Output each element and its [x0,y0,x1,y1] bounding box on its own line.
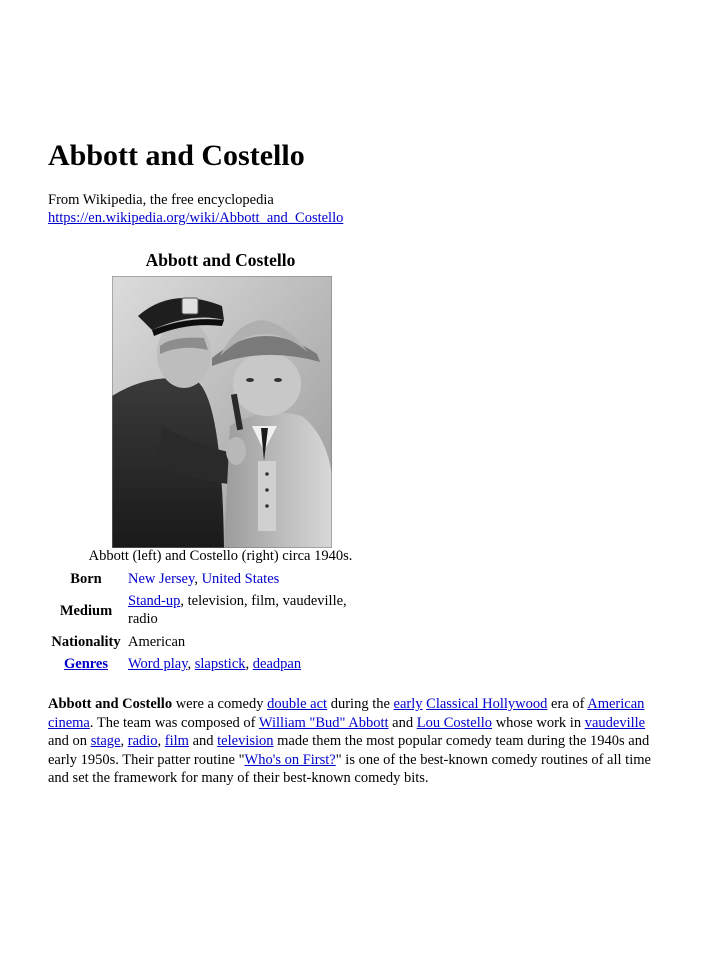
medium-line-2: radio [128,611,158,627]
born-place-link-1[interactable]: New Jersey [128,571,195,587]
link-vaudeville[interactable]: vaudeville [584,714,646,731]
link-early[interactable]: early [393,696,423,712]
text-run: during the [327,696,394,712]
infobox-title: Abbott and Costello [145,250,296,270]
infobox-row-medium [48,592,393,632]
medium-text-1: , television, film, vaudeville, [180,593,347,609]
link-television[interactable]: television [217,733,274,750]
text-run: and [388,714,417,731]
intro-paragraph [48,695,668,788]
link-whos-on-first[interactable]: Who's on First? [244,751,336,768]
text-run: whose work in [492,714,585,731]
text-run: " is one of the best-known comedy routines of all time and set the framework for many of their best-known comedy bits. [48,751,651,787]
link-bud-abbott[interactable]: William "Bud" Abbott [258,714,389,731]
medium-label: Medium [59,603,113,619]
text-run: and on [48,733,91,750]
nationality-label: Nationality [51,634,121,650]
text-run: era of [547,696,588,712]
born-place-link-2[interactable]: United States [201,571,280,587]
link-american-cinema[interactable]: American cinema [48,696,645,731]
genres-label-link[interactable]: Genres [63,656,109,672]
infobox [48,248,393,672]
text-run: made them the most popular comedy team during the 1940s and early 1950s. Their patter routine " [48,733,650,768]
text-run: and [188,733,218,750]
infobox-row-nationality [48,633,393,655]
link-classical-hollywood[interactable]: Classical Hollywood [426,696,548,712]
genre-link-slapstick[interactable]: slapstick [194,656,246,672]
medium-value [128,592,388,628]
genre-sep-2: , [245,656,253,672]
subject-bold: Abbott and Costello [48,696,173,712]
source-url-line [48,209,343,227]
link-double-act[interactable]: double act [267,696,328,712]
link-lou-costello[interactable]: Lou Costello [416,714,493,731]
born-value [128,570,388,588]
genres-value [128,655,388,673]
infobox-row-genres [48,655,393,677]
link-stage[interactable]: stage [90,733,121,750]
link-film[interactable]: film [164,733,189,750]
genre-link-wordplay[interactable]: Word play [128,656,188,672]
nationality-value: American [128,634,186,650]
born-separator: , [194,571,202,587]
genre-link-deadpan[interactable]: deadpan [252,656,302,672]
page-title: Abbott and Costello [48,139,305,172]
genre-sep-1: , [187,656,195,672]
born-label: Born [70,571,102,587]
image-caption: Abbott (left) and Costello (right) circa 1940s. [88,548,353,564]
text-run: . The team was composed of [89,714,259,731]
text-run: , [120,733,128,750]
text-run: were a comedy [172,696,268,712]
infobox-row-born [48,570,393,592]
text-run: , [157,733,165,750]
portrait-image [112,276,332,548]
source-url-link[interactable]: https://en.wikipedia.org/wiki/Abbott_and_Costello [48,210,344,226]
source-note: From Wikipedia, the free encyclopedia [48,192,274,208]
medium-line-1 [128,592,388,610]
genres-label-cell [48,655,124,673]
link-radio[interactable]: radio [127,733,158,750]
standup-link[interactable]: Stand-up [128,593,181,609]
